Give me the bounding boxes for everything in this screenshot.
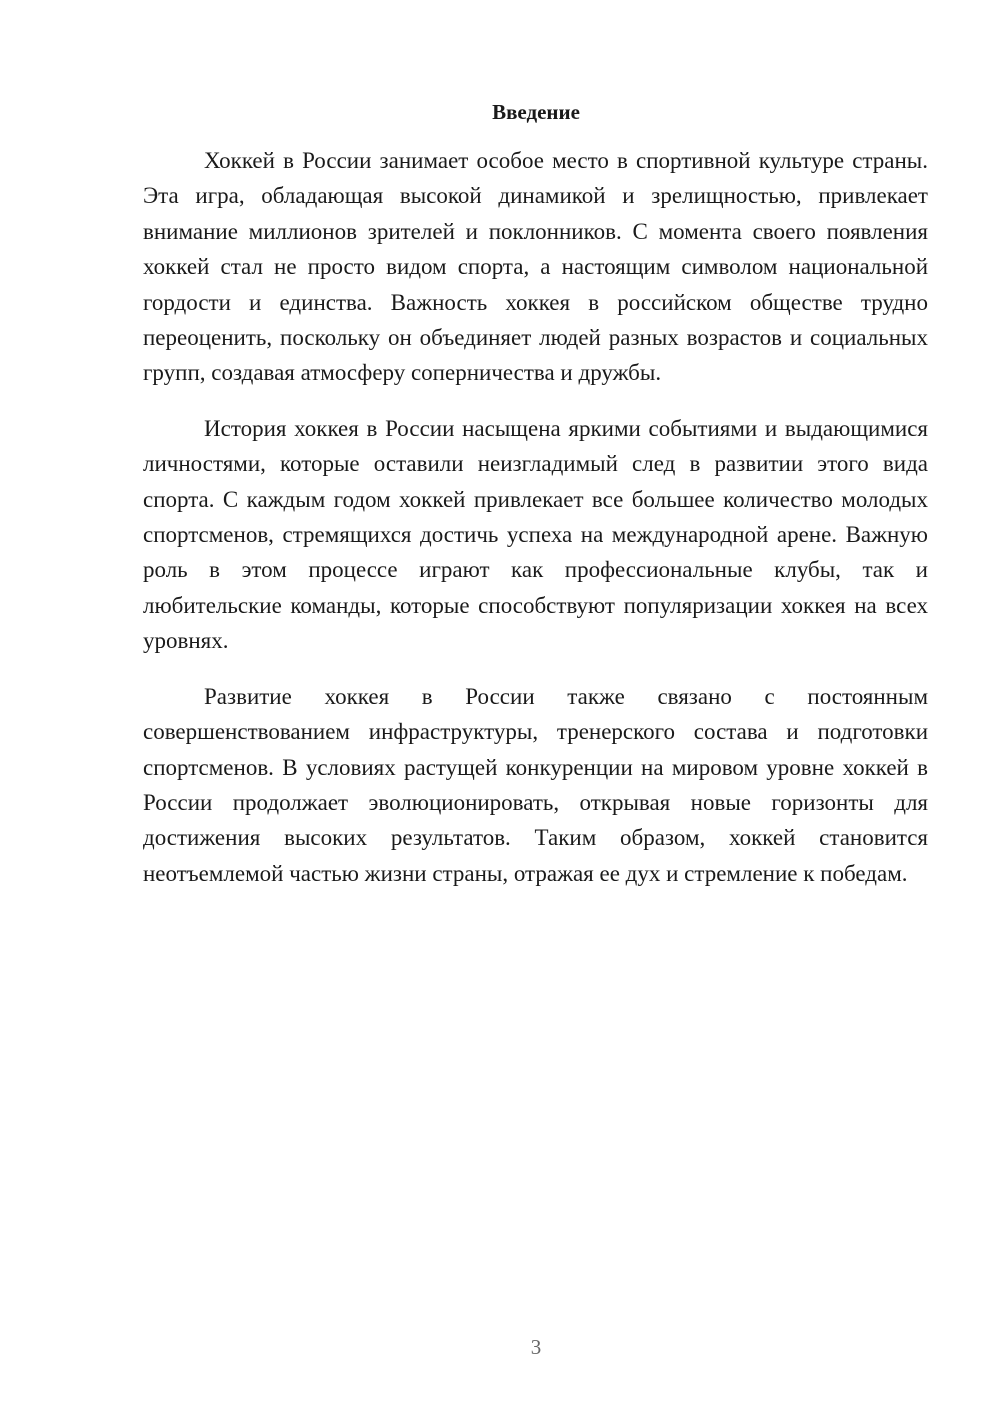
- page-number: 3: [530, 1335, 542, 1359]
- body-text: [143, 143, 928, 911]
- paragraph-2: История хоккея в России насыщена яркими событиями и выдающимися личностями, которые оставили неизгладимый след в развитии этого вида спорта. С каждым годом хоккей привлекает все большее количество молодых спортсменов, стремящихся достичь успеха на международной арене. Важную роль в этом процессе играют как профессиональные клубы, так и любительские команды, которые способствуют популяризации хоккея на всех уровнях.: [143, 415, 928, 654]
- paragraph-1: Хоккей в России занимает особое место в спортивной культуре страны. Эта игра, обладающая высокой динамикой и зрелищностью, привлекает внимание миллионов зрителей и поклонников. С момента своего появления хоккей стал не просто видом спорта, а настоящим символом национальной гордости и единства. Важность хоккея в российском обществе трудно переоценить, поскольку он объединяет людей разных возрастов и социальных групп, создавая атмосферу соперничества и дружбы.: [143, 148, 928, 386]
- section-heading: Введение: [492, 100, 580, 124]
- paragraph-3: Развитие хоккея в России также связано с постоянным совершенствованием инфраструктуры, тренерского состава и подготовки спортсменов. В условиях растущей конкуренции на мировом уровне хоккей в России продолжает эволюционировать, открывая новые горизонты для достижения высоких результатов. Таким образом, хоккей становится неотъемлемой частью жизни страны, отражая ее дух и стремление к победам.: [143, 683, 928, 886]
